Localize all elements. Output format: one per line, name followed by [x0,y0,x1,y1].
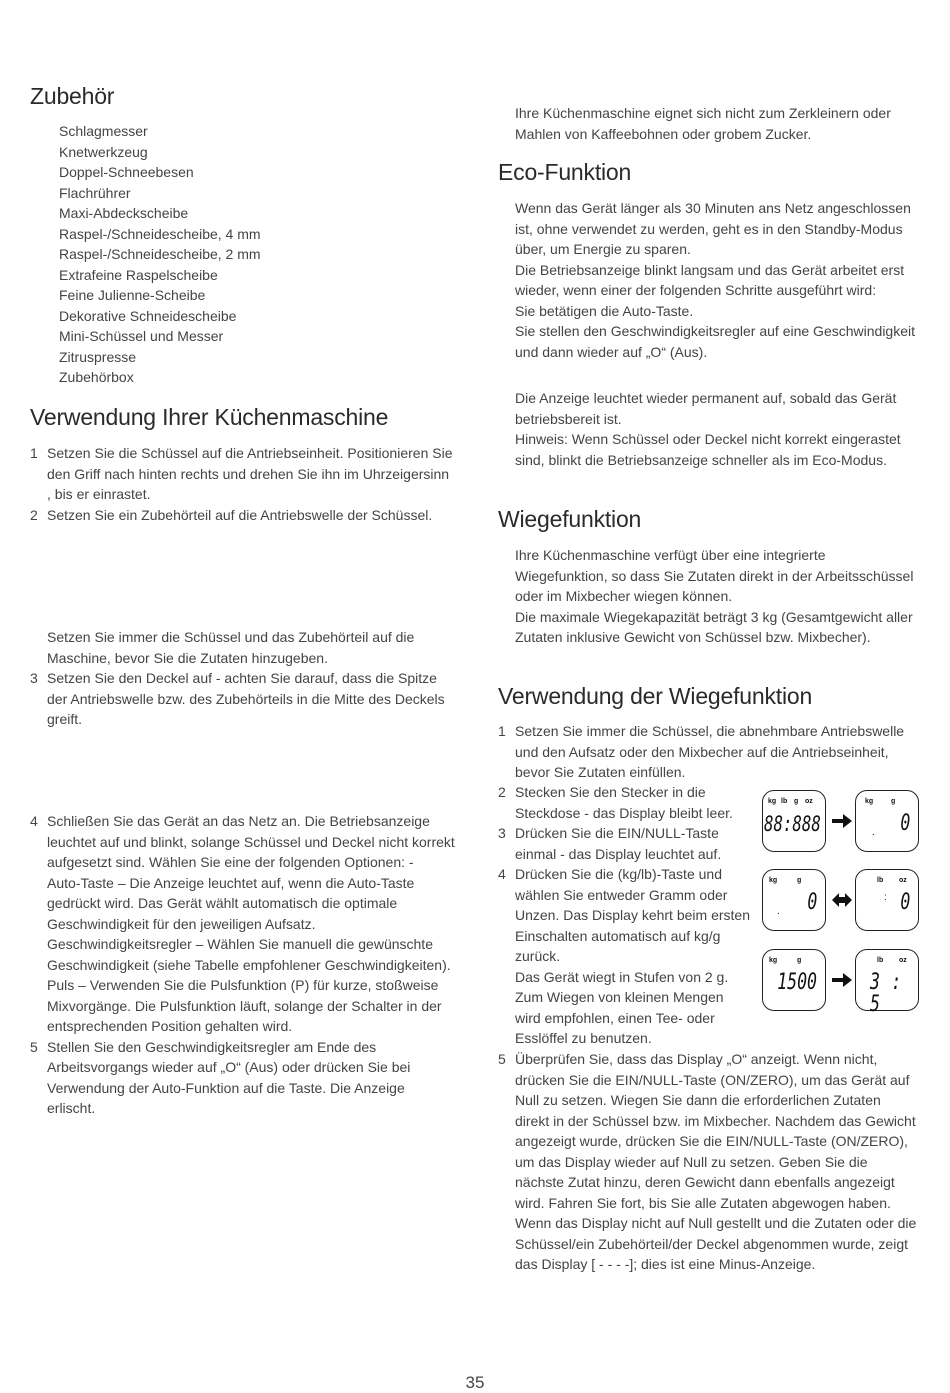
lcd-display [762,949,826,1011]
heading-accessories: Zubehör [30,83,115,109]
step-text: Setzen Sie ein Zubehörteil auf die Antriebswelle der Schüssel. [47,506,433,523]
page-number: 35 [465,1373,485,1392]
step-number: 5 [498,1051,506,1067]
unit-label: lb [877,877,884,884]
eco-text: Sie stellen den Geschwindigkeitsregler auf eine Geschwindigkeit und dann wieder auf „O“ (Aus). [515,323,915,360]
step-text: Drücken Sie die EIN/NULL-Taste einmal - das Display leuchtet auf. [515,825,722,862]
accessory-item: Raspel-/Schneidescheibe, 2 mm [59,246,261,262]
eco-text: Wenn das Gerät länger als 30 Minuten ans Netz angeschlossen ist, ohne verwendet zu werden, geht es in den Standby-Modus über, um Energie zu sparen. [515,200,911,257]
left-column [30,0,460,1392]
unit-label: g [891,798,896,805]
display-figure-unit-toggle [762,869,922,933]
accessory-item: Zubehörbox [59,369,134,385]
unit-label: oz [899,957,907,964]
lcd-value: 0 [900,811,910,836]
accessory-item: Raspel-/Schneidescheibe, 4 mm [59,225,261,242]
double-arrow-icon [832,891,852,909]
accessory-item: Flachrührer [59,184,131,201]
unit-label: kg [769,957,778,964]
note-text: Setzen Sie immer die Schüssel und das Zubehörteil auf die Maschine, bevor Sie die Zutaten hinzugeben. [47,629,415,666]
lcd-display [855,790,919,852]
unit-label: lb [781,798,788,805]
weigh-text: Ihre Küchenmaschine verfügt über eine integrierte Wiegefunktion, so dass Sie Zutaten direkt in der Arbeitsschüssel oder im Mixbecher wiegen können. [515,547,914,604]
step-number: 1 [30,445,38,461]
eco-paragraph-2 [515,388,915,470]
unit-label: lb [877,957,884,964]
accessory-item: Zitruspresse [59,348,137,365]
step-number: 3 [30,670,38,686]
heading-eco: Eco-Funktion [498,159,632,185]
usage-step-3 [30,627,455,730]
weigh-step-1 [498,721,918,783]
usage-step-4-5 [30,811,455,1119]
step-text: Setzen Sie die Schüssel auf die Antriebseinheit. Positionieren Sie den Griff nach hinten rechts und drehen Sie ihn im Uhrzeigersinn , bis er einrastet. [47,445,453,502]
intro-note [515,103,935,144]
unit-label: g [797,957,802,964]
step-number: 5 [30,1038,38,1055]
usage-step-1 [30,443,455,525]
accessory-item: Extrafeine Raspelscheibe [59,266,218,283]
eco-text: Sie betätigen die Auto-Taste. [515,302,694,319]
unit-label: oz [805,798,813,805]
weigh-steps-2-4 [498,782,752,1049]
step-note: Das Gerät wiegt in Stufen von 2 g. Zum Wiegen von kleinen Mengen wird empfohlen, einen Tee- oder Esslöffel zu benutzen. [515,968,729,1046]
lcd-value: 0 [900,890,910,915]
eco-paragraph-1 [515,198,915,362]
accessory-item: Knetwerkzeug [59,143,148,160]
step-number: 2 [498,784,506,800]
display-figure-power-on [762,790,922,854]
accessory-item: Mini-Schüssel und Messer [59,328,224,344]
heading-weigh-usage: Verwendung der Wiegefunktion [498,683,813,709]
colon-dot: : [884,892,887,903]
step-number: 3 [498,825,506,841]
heading-usage: Verwendung Ihrer Küchenmaschine [30,404,389,430]
weigh-step-5 [498,1049,918,1275]
step-note: Wenn das Display nicht auf Null gestellt und die Zutaten oder die Schüssel/ein Zubehörteil/der Deckel abgenommen wurde, zeigt das Display [ - - - -]; dies ist eine Minus-Anzeige. [515,1215,917,1272]
accessory-item: Maxi-Abdeckscheibe [59,205,189,221]
step-text: Stellen Sie den Geschwindigkeitsregler am Ende des Arbeitsvorgangs wieder auf „O“ (Aus) oder drücken Sie bei Verwendung der Auto-Funktion auf die Taste. Die Anzeige erlischt. [47,1038,411,1116]
step-number: 1 [498,723,506,739]
lcd-value: 1500 [777,970,817,995]
intro-text: Ihre Küchenmaschine eignet sich nicht zum Zerkleinern oder Mahlen von Kaffeebohnen oder grobem Zucker. [515,105,891,142]
unit-label: kg [768,798,777,805]
step-number: 4 [30,813,38,829]
right-column [498,0,928,1392]
decimal-dot: . [777,906,780,917]
step-text: Stecken Sie den Stecker in die Steckdose - das Display bleibt leer. [515,784,733,821]
eco-text: Die Betriebsanzeige blinkt langsam und das Gerät arbeitet erst wieder, wenn einer der folgenden Schritte ausgeführt wird: [515,261,905,298]
unit-label: g [794,798,799,805]
step-text: Überprüfen Sie, dass das Display „O“ anzeigt. Wenn nicht, drücken Sie die EIN/NULL-Taste (ON/ZERO), um das Gerät auf Null zu setzen. Wiegen Sie dann die erforderlichen Zutaten direkt in der Schüssel bzw. im Mixbecher. Nachdem das Gewicht angezeigt wurde, drücken Sie die EIN/NULL-Taste (ON/ZERO), um das Display wieder auf Null zu setzen. Geben Sie die nächste Zutat hinzu, deren Gewicht dann ebenfalls angezeigt wird. Fahren Sie fort, bis Sie alle Zutaten abgewogen haben. [515,1051,916,1211]
lcd-display [855,949,919,1017]
step-number: 2 [30,506,38,523]
eco-text: Die Anzeige leuchtet wieder permanent auf, sobald das Gerät betriebsbereit ist. [515,390,897,427]
weigh-paragraph [515,545,920,648]
step-text: Setzen Sie den Deckel auf - achten Sie darauf, dass die Spitze der Antriebswelle bzw. des Zubehörteils in die Mitte des Deckels greift. [47,670,445,727]
unit-label: kg [865,798,874,805]
right-arrow-icon [832,971,852,989]
decimal-dot: . [872,827,875,838]
option-auto: Auto-Taste – Die Anzeige leuchtet auf, wenn die Auto-Taste gedrückt wird. Das Gerät wählt automatisch die optimale Geschwindigkeit für den jeweiligen Aufsatz. [47,874,415,932]
option-pulse: Puls – Verwenden Sie die Pulsfunktion (P) für kurze, stoßweise Mixvorgänge. Die Pulsfunktion läuft, solange der Schalter in der entsprechenden Position gehalten wird. [47,977,442,1034]
accessory-item: Doppel-Schneebesen [59,164,194,180]
lcd-display [762,790,826,852]
display-figure-reading [762,949,922,1017]
unit-label: oz [899,877,907,884]
heading-weigh: Wiegefunktion [498,506,642,532]
lcd-value: 88:888 [764,812,821,836]
lcd-value: 3 : 5 [870,970,903,1017]
step-text: Setzen Sie immer die Schüssel, die abnehmbare Antriebswelle und den Aufsatz oder den Mixbecher auf die Antriebseinheit, bevor Sie Zutaten einfüllen. [515,723,905,780]
weigh-text: Die maximale Wiegekapazität beträgt 3 kg (Gesamtgewicht aller Zutaten inklusive Gewicht von Schüssel bzw. Mixbecher). [515,608,913,645]
accessory-item: Feine Julienne-Scheibe [59,287,206,303]
eco-note: Hinweis: Wenn Schüssel oder Deckel nicht korrekt eingerastet sind, blinkt die Betriebsanzeige schneller als im Eco-Modus. [515,431,901,468]
lcd-display [855,869,919,931]
unit-label: kg [769,877,778,884]
unit-label: g [797,877,802,884]
step-number: 4 [498,866,506,882]
lcd-display [762,869,826,931]
accessory-item: Dekorative Schneidescheibe [59,307,237,324]
step-text: Schließen Sie das Gerät an das Netz an. Die Betriebsanzeige leuchtet auf und blinkt, solange Schüssel und Deckel nicht korrekt aufgesetzt sind. Wählen Sie eine der folgenden Optionen: - [47,813,455,870]
step-text: Drücken Sie die (kg/lb)-Taste und wählen Sie entweder Gramm oder Unzen. Das Display kehrt beim ersten Einschalten automatisch auf kg/g zurück. [515,866,750,964]
accessory-item: Schlagmesser [59,123,148,139]
accessories-list [59,121,261,388]
option-speed: Geschwindigkeitsregler – Wählen Sie manuell die gewünschte Geschwindigkeit (siehe Tabelle empfohlener Geschwindigkeiten). [47,936,451,973]
lcd-value: 0 [807,890,817,915]
right-arrow-icon [832,812,852,830]
